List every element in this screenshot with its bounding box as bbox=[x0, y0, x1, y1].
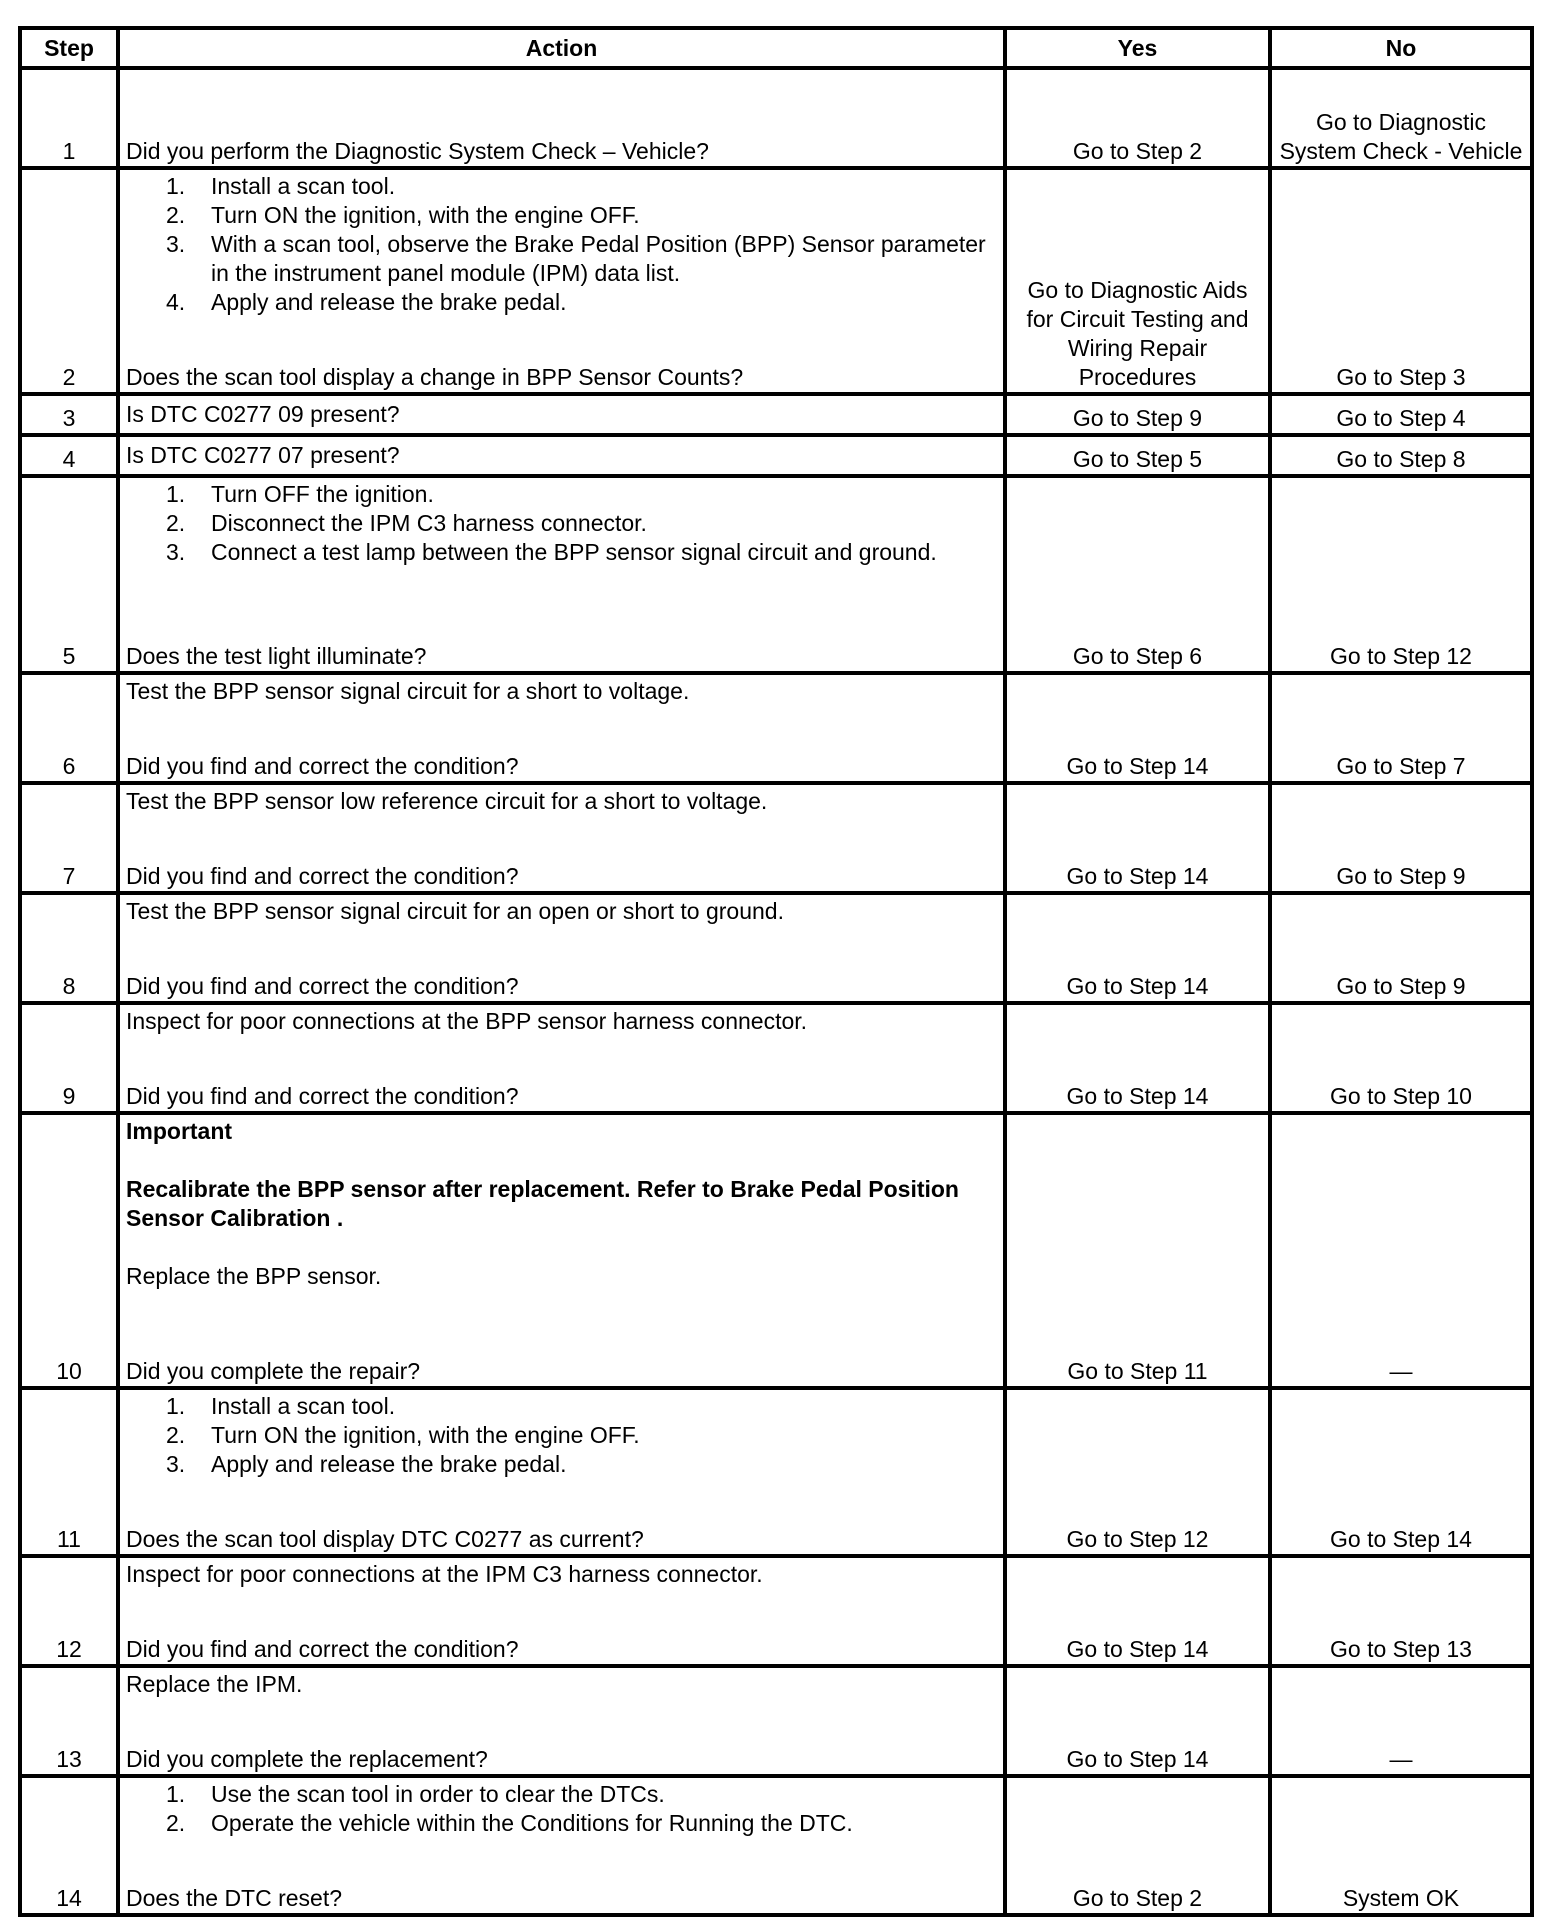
instruction-list bbox=[126, 480, 997, 567]
action-cell bbox=[118, 1776, 1005, 1915]
step-number: 2 bbox=[20, 168, 118, 394]
yes-cell: Go to Step 14 bbox=[1005, 673, 1270, 783]
table-row bbox=[20, 1776, 1532, 1915]
question-text: Does the scan tool display a change in BPP Sensor Counts? bbox=[126, 364, 744, 390]
header-action: Action bbox=[118, 28, 1005, 68]
step-number: 8 bbox=[20, 893, 118, 1003]
action-cell bbox=[118, 1556, 1005, 1666]
question-text: Is DTC C0277 07 present? bbox=[126, 442, 400, 468]
step-number: 13 bbox=[20, 1666, 118, 1776]
action-cell bbox=[118, 1666, 1005, 1776]
no-cell: Go to Step 7 bbox=[1270, 673, 1532, 783]
question-text: Does the scan tool display DTC C0277 as current? bbox=[126, 1526, 644, 1552]
question-text: Did you complete the replacement? bbox=[126, 1746, 488, 1772]
table-row bbox=[20, 1666, 1532, 1776]
action-text: Replace the BPP sensor. bbox=[126, 1263, 382, 1289]
action-cell bbox=[118, 893, 1005, 1003]
action-cell bbox=[118, 1113, 1005, 1388]
yes-cell: Go to Diagnostic Aids for Circuit Testing and Wiring Repair Procedures bbox=[1005, 168, 1270, 394]
list-item: 3. Apply and release the brake pedal. bbox=[166, 1451, 567, 1477]
question-text: Did you find and correct the condition? bbox=[126, 1636, 519, 1662]
action-text: Test the BPP sensor signal circuit for a short to voltage. bbox=[126, 678, 690, 704]
step-number: 6 bbox=[20, 673, 118, 783]
no-cell: Go to Step 12 bbox=[1270, 476, 1532, 673]
list-item: 2. Turn ON the ignition, with the engine OFF. bbox=[166, 1422, 640, 1448]
action-cell bbox=[118, 673, 1005, 783]
yes-cell: Go to Step 14 bbox=[1005, 893, 1270, 1003]
list-item: 3. With a scan tool, observe the Brake Pedal Position (BPP) Sensor parameter in the instrument panel module (IPM) data list. bbox=[166, 231, 986, 286]
question-text: Did you find and correct the condition? bbox=[126, 1083, 519, 1109]
table-row bbox=[20, 673, 1532, 783]
table-row bbox=[20, 893, 1532, 1003]
yes-cell: Go to Step 14 bbox=[1005, 783, 1270, 893]
action-cell bbox=[118, 1003, 1005, 1113]
list-item: 3. Connect a test lamp between the BPP sensor signal circuit and ground. bbox=[166, 539, 937, 565]
question-text: Did you complete the repair? bbox=[126, 1358, 421, 1384]
yes-cell: Go to Step 11 bbox=[1005, 1113, 1270, 1388]
action-text: Inspect for poor connections at the IPM C3 harness connector. bbox=[126, 1561, 763, 1587]
step-number: 14 bbox=[20, 1776, 118, 1915]
list-item: 2. Disconnect the IPM C3 harness connector. bbox=[166, 510, 647, 536]
header-row bbox=[20, 28, 1532, 68]
step-number: 5 bbox=[20, 476, 118, 673]
table-row bbox=[20, 1388, 1532, 1556]
table-row bbox=[20, 168, 1532, 394]
table-row bbox=[20, 435, 1532, 476]
instruction-list bbox=[126, 1780, 997, 1838]
step-number: 11 bbox=[20, 1388, 118, 1556]
list-item: 1. Install a scan tool. bbox=[166, 173, 396, 199]
step-number: 1 bbox=[20, 68, 118, 168]
table-row bbox=[20, 783, 1532, 893]
step-number: 7 bbox=[20, 783, 118, 893]
table-row bbox=[20, 476, 1532, 673]
yes-cell: Go to Step 14 bbox=[1005, 1556, 1270, 1666]
list-item: 4. Apply and release the brake pedal. bbox=[166, 289, 567, 315]
instruction-list bbox=[126, 172, 997, 317]
action-cell bbox=[118, 168, 1005, 394]
no-cell: System OK bbox=[1270, 1776, 1532, 1915]
diagnostic-table bbox=[18, 26, 1534, 1917]
question-text: Did you find and correct the condition? bbox=[126, 863, 519, 889]
yes-cell: Go to Step 14 bbox=[1005, 1666, 1270, 1776]
step-number: 9 bbox=[20, 1003, 118, 1113]
list-item: 1. Use the scan tool in order to clear the DTCs. bbox=[166, 1781, 665, 1807]
no-cell: Go to Step 9 bbox=[1270, 893, 1532, 1003]
no-cell: Go to Step 8 bbox=[1270, 435, 1532, 476]
list-item: 1. Turn OFF the ignition. bbox=[166, 481, 434, 507]
yes-cell: Go to Step 9 bbox=[1005, 394, 1270, 435]
action-text: Replace the IPM. bbox=[126, 1671, 303, 1697]
table-row bbox=[20, 68, 1532, 168]
header-step: Step bbox=[20, 28, 118, 68]
no-cell: Go to Step 4 bbox=[1270, 394, 1532, 435]
yes-cell: Go to Step 14 bbox=[1005, 1003, 1270, 1113]
list-item: 2. Operate the vehicle within the Conditions for Running the DTC. bbox=[166, 1810, 853, 1836]
step-number: 3 bbox=[20, 394, 118, 435]
important-heading: Important bbox=[126, 1118, 233, 1144]
document-page bbox=[18, 26, 1534, 1917]
table-row bbox=[20, 394, 1532, 435]
action-cell bbox=[118, 394, 1005, 435]
no-cell: Go to Step 10 bbox=[1270, 1003, 1532, 1113]
header-no: No bbox=[1270, 28, 1532, 68]
action-text: Test the BPP sensor signal circuit for an open or short to ground. bbox=[126, 898, 784, 924]
no-cell: Go to Step 3 bbox=[1270, 168, 1532, 394]
yes-cell: Go to Step 5 bbox=[1005, 435, 1270, 476]
no-cell: — bbox=[1270, 1113, 1532, 1388]
question-text: Does the DTC reset? bbox=[126, 1885, 343, 1911]
yes-cell: Go to Step 2 bbox=[1005, 1776, 1270, 1915]
list-item: 1. Install a scan tool. bbox=[166, 1393, 396, 1419]
question-text: Did you find and correct the condition? bbox=[126, 973, 519, 999]
question-text: Does the test light illuminate? bbox=[126, 643, 427, 669]
instruction-list bbox=[126, 1392, 997, 1479]
table-row bbox=[20, 1556, 1532, 1666]
header-yes: Yes bbox=[1005, 28, 1270, 68]
step-number: 4 bbox=[20, 435, 118, 476]
action-cell bbox=[118, 68, 1005, 168]
action-cell bbox=[118, 435, 1005, 476]
yes-cell: Go to Step 2 bbox=[1005, 68, 1270, 168]
no-cell: Go to Diagnostic System Check - Vehicle bbox=[1270, 68, 1532, 168]
question-text: Is DTC C0277 09 present? bbox=[126, 401, 400, 427]
no-cell: Go to Step 9 bbox=[1270, 783, 1532, 893]
no-cell: — bbox=[1270, 1666, 1532, 1776]
step-number: 12 bbox=[20, 1556, 118, 1666]
action-text: Test the BPP sensor low reference circuit for a short to voltage. bbox=[126, 788, 768, 814]
action-text: Inspect for poor connections at the BPP sensor harness connector. bbox=[126, 1008, 808, 1034]
yes-cell: Go to Step 12 bbox=[1005, 1388, 1270, 1556]
action-cell bbox=[118, 476, 1005, 673]
table-row bbox=[20, 1003, 1532, 1113]
action-cell bbox=[118, 783, 1005, 893]
important-note: Recalibrate the BPP sensor after replacement. Refer to Brake Pedal Position Sensor Calibration . bbox=[126, 1176, 959, 1231]
yes-cell: Go to Step 6 bbox=[1005, 476, 1270, 673]
step-number: 10 bbox=[20, 1113, 118, 1388]
list-item: 2. Turn ON the ignition, with the engine OFF. bbox=[166, 202, 640, 228]
no-cell: Go to Step 13 bbox=[1270, 1556, 1532, 1666]
question-text: Did you find and correct the condition? bbox=[126, 753, 519, 779]
action-cell bbox=[118, 1388, 1005, 1556]
table-row bbox=[20, 1113, 1532, 1388]
no-cell: Go to Step 14 bbox=[1270, 1388, 1532, 1556]
question-text: Did you perform the Diagnostic System Check – Vehicle? bbox=[126, 138, 709, 164]
